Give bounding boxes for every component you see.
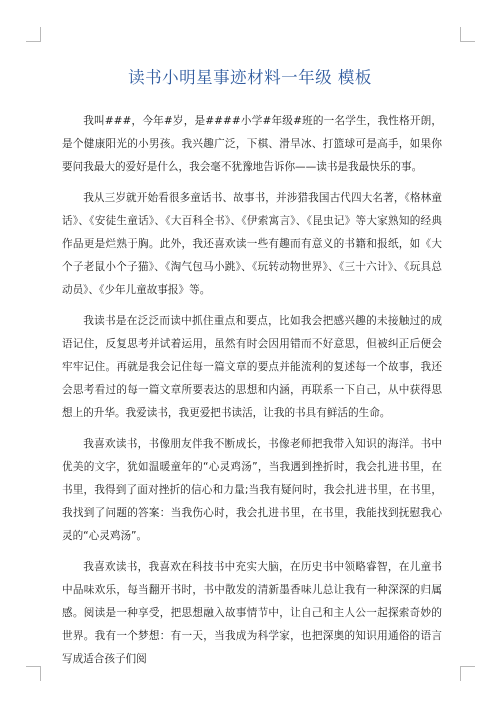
paragraph-1: 我叫###，今年#岁，是####小学#年级#班的一名学生，我性格开朗，是个健康阳光的小男孩。我兴趣广泛，下棋、滑旱冰、打篮球可是高手，如果你要问我最大的爱好是什么，我会毫不犹豫地告诉你——读书是我最快乐的事。 — [62, 115, 442, 173]
crop-mark-top-right — [460, 27, 475, 42]
document-title: 读书小明星事迹材料一年级 模板 — [128, 68, 372, 87]
paragraph-5: 我喜欢读书，我喜欢在科技书中充实大脑，在历史书中领略睿智，在儿童书中品味欢乐，每当翻开书时，书中散发的清新墨香味儿总让我有一种深深的归属感。阅读是一种享受，把思想融入故事情节中，让自己和主人公一起探索奇妙的世界。我有一个梦想：有一天，当我成为科学家，也把深奥的知识用通俗的语言写成适合孩子们阅 — [62, 561, 442, 665]
paragraph-4: 我喜欢读书，书像朋友伴我不断成长，书像老师把我带入知识的海洋。书中优美的文字，犹如温暖童年的“心灵鸡汤”，当我遇到挫折时，我会扎进书里，在书里，我得到了面对挫折的信心和力量;当我有疑问时，我会扎进书里，在书里，我找到了问题的答案：当我伤心时，我会扎进书里，在书里，我能找到抚慰我心灵的“心灵鸡汤”。 — [62, 438, 442, 542]
crop-mark-top-left — [26, 27, 41, 42]
crop-mark-bottom-right — [460, 666, 475, 681]
document-body — [62, 110, 442, 679]
crop-mark-bottom-left — [26, 666, 41, 681]
paragraph-2: 我从三岁就开始看很多童话书、故事书，并涉猎我国古代四大名著，《格林童话》、《安徒生童话》、《大百科全书》、《伊索寓言》、《昆虫记》等大家熟知的经典作品更是烂熟于胸。此外，我还喜欢读一些有趣而有意义的书籍和报纸，如《大个子老鼠小个子猫》、《淘气包马小跳》、《玩转动物世界》、《三十六计》、《玩具总动员》、《少年儿童故事报》等。 — [62, 192, 442, 296]
paragraph-3: 我读书是在泛泛而读中抓住重点和要点，比如我会把感兴趣的未接触过的成语记住，反复思考并试着运用，虽然有时会因用错而不好意思，但被纠正后便会牢牢记住。再就是我会记住每一篇文章的要点并能流利的复述每一个故事，我还会思考看过的每一篇文章所要表达的思想和内涵，再联系一下自己，从中获得思想上的升华。我爱读书，我更爱把书读活，让我的书具有鲜活的生命。 — [62, 315, 442, 419]
